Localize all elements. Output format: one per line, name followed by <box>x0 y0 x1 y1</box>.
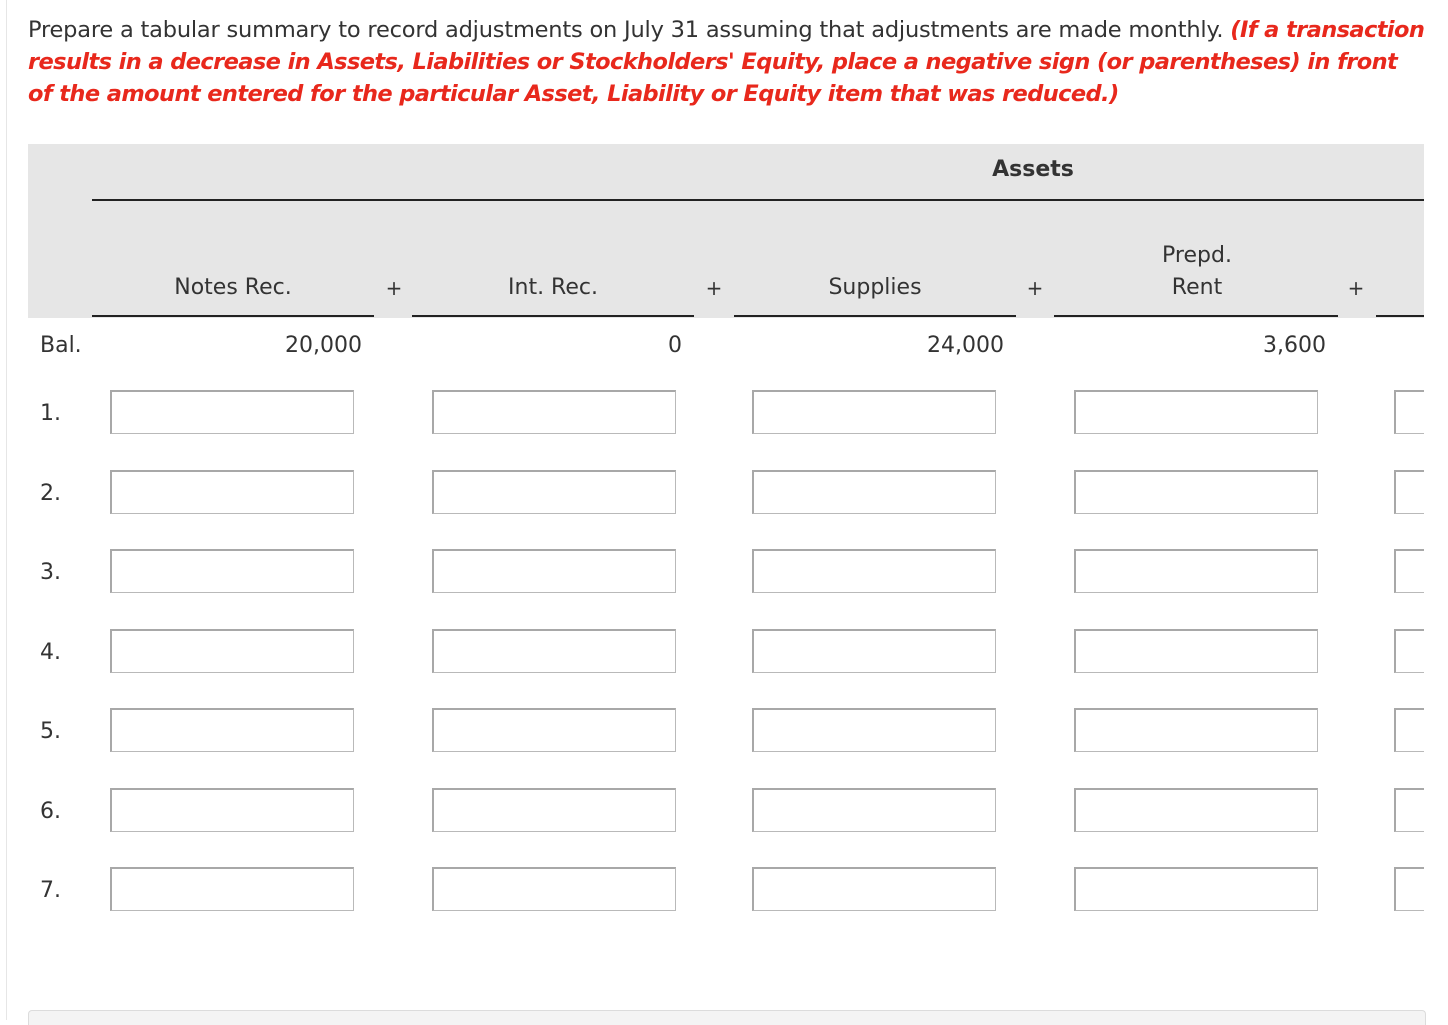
input-prepd-rent-row-2[interactable] <box>1074 470 1318 514</box>
input-next-column-row-1[interactable] <box>1394 390 1424 434</box>
plus-sign: + <box>1347 276 1365 300</box>
col-header-supplies: Supplies <box>828 275 922 300</box>
input-next-column-row-7[interactable] <box>1394 867 1424 911</box>
col-header-prepd-rent-line1: Prepd. <box>1162 243 1232 268</box>
row-label: 6. <box>40 799 61 824</box>
plus-sign: + <box>705 276 723 300</box>
instructions <box>28 14 1428 110</box>
input-prepd-rent-row-3[interactable] <box>1074 549 1318 593</box>
row-label: 7. <box>40 878 61 903</box>
input-notes-rec-row-6[interactable] <box>110 788 354 832</box>
input-notes-rec-row-2[interactable] <box>110 470 354 514</box>
balance-prepd-rent: 3,600 <box>1263 333 1326 358</box>
input-next-column-row-3[interactable] <box>1394 549 1424 593</box>
input-prepd-rent-row-1[interactable] <box>1074 390 1318 434</box>
row-label: 5. <box>40 719 61 744</box>
col-underline <box>1054 315 1338 317</box>
next-section-edge <box>28 1010 1426 1025</box>
input-notes-rec-row-5[interactable] <box>110 708 354 752</box>
input-prepd-rent-row-6[interactable] <box>1074 788 1318 832</box>
row-label: 3. <box>40 560 61 585</box>
col-underline <box>92 315 374 317</box>
input-supplies-row-2[interactable] <box>752 470 996 514</box>
col-underline <box>734 315 1016 317</box>
col-header-prepd-rent <box>1076 240 1318 304</box>
input-notes-rec-row-1[interactable] <box>110 390 354 434</box>
row-label: 4. <box>40 640 61 665</box>
input-next-column-row-4[interactable] <box>1394 629 1424 673</box>
input-int-rec-row-4[interactable] <box>432 629 676 673</box>
balance-notes-rec: 20,000 <box>285 333 362 358</box>
col-header-prepd-rent-line2: Rent <box>1171 275 1223 300</box>
input-supplies-row-4[interactable] <box>752 629 996 673</box>
input-next-column-row-6[interactable] <box>1394 788 1424 832</box>
input-int-rec-row-1[interactable] <box>432 390 676 434</box>
input-next-column-row-5[interactable] <box>1394 708 1424 752</box>
col-underline <box>1376 315 1424 317</box>
instructions-text: Prepare a tabular summary to record adjustments on July 31 assuming that adjustments are made monthly. <box>28 17 1224 43</box>
balance-supplies: 24,000 <box>927 333 1004 358</box>
assets-group-title: Assets <box>992 157 1074 182</box>
plus-sign: + <box>385 276 403 300</box>
row-label: 1. <box>40 401 61 426</box>
input-supplies-row-1[interactable] <box>752 390 996 434</box>
balance-int-rec: 0 <box>668 333 682 358</box>
input-supplies-row-3[interactable] <box>752 549 996 593</box>
balance-label: Bal. <box>40 333 82 358</box>
input-next-column-row-2[interactable] <box>1394 470 1424 514</box>
input-supplies-row-5[interactable] <box>752 708 996 752</box>
input-prepd-rent-row-4[interactable] <box>1074 629 1318 673</box>
assets-underline <box>92 199 1424 201</box>
col-header-notes-rec: Notes Rec. <box>174 275 292 300</box>
input-int-rec-row-6[interactable] <box>432 788 676 832</box>
input-prepd-rent-row-5[interactable] <box>1074 708 1318 752</box>
input-notes-rec-row-7[interactable] <box>110 867 354 911</box>
col-underline <box>412 315 694 317</box>
input-supplies-row-6[interactable] <box>752 788 996 832</box>
input-supplies-row-7[interactable] <box>752 867 996 911</box>
input-int-rec-row-7[interactable] <box>432 867 676 911</box>
input-notes-rec-row-3[interactable] <box>110 549 354 593</box>
input-prepd-rent-row-7[interactable] <box>1074 867 1318 911</box>
col-header-int-rec: Int. Rec. <box>508 275 598 300</box>
instructions-note: (If a transaction results in a decrease in Assets, Liabilities or Stockholders' Equity, place a negative sign (or parentheses) in front of the amount entered for the particular Asset, Liability or Equity item that was reduced.) <box>28 17 1425 107</box>
input-int-rec-row-3[interactable] <box>432 549 676 593</box>
input-notes-rec-row-4[interactable] <box>110 629 354 673</box>
input-int-rec-row-5[interactable] <box>432 708 676 752</box>
row-label: 2. <box>40 481 61 506</box>
input-int-rec-row-2[interactable] <box>432 470 676 514</box>
plus-sign: + <box>1026 276 1044 300</box>
